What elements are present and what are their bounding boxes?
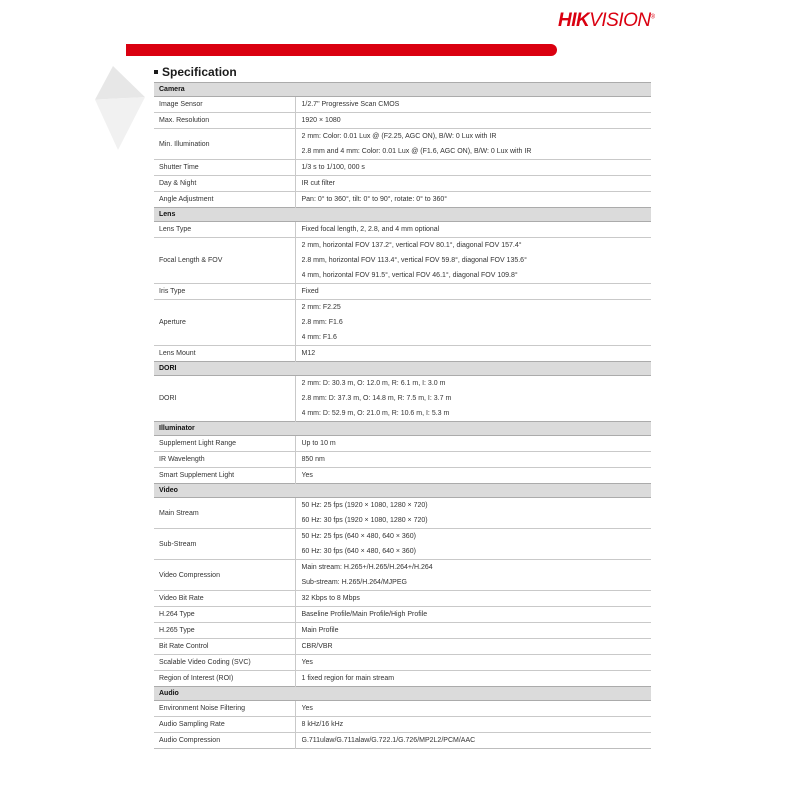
spec-table-body <box>154 83 651 749</box>
spec-value-line: Baseline Profile/Main Profile/High Profile <box>301 611 428 618</box>
spec-value <box>295 671 651 687</box>
spec-label: Region of Interest (ROI) <box>154 671 295 687</box>
spec-value-line: 2.8 mm: D: 37.3 m, O: 14.8 m, R: 7.5 m, I: 3.7 m <box>301 395 452 402</box>
spec-value-line: G.711ulaw/G.711alaw/G.722.1/G.726/MP2L2/PCM/AAC <box>301 737 476 744</box>
spec-table <box>154 82 651 749</box>
spec-row <box>154 222 651 238</box>
spec-row <box>154 452 651 468</box>
red-banner-bar <box>126 44 557 56</box>
spec-row <box>154 655 651 671</box>
spec-value-line: Yes <box>301 659 313 666</box>
spec-value <box>295 639 651 655</box>
spec-label: Sub-Stream <box>154 529 295 560</box>
spec-value-line: CBR/VBR <box>301 643 333 650</box>
spec-value-line: 32 Kbps to 8 Mbps <box>301 595 360 602</box>
spec-value <box>295 436 651 452</box>
spec-value-line: 1/2.7" Progressive Scan CMOS <box>301 101 400 108</box>
spec-value-line: Fixed focal length, 2, 2.8, and 4 mm optional <box>301 226 440 233</box>
spec-row <box>154 176 651 192</box>
spec-value <box>295 222 651 238</box>
spec-value <box>295 129 651 160</box>
spec-value-line: 1920 × 1080 <box>301 117 341 124</box>
spec-row <box>154 498 651 529</box>
spec-row <box>154 113 651 129</box>
spec-row <box>154 129 651 160</box>
spec-value <box>295 717 651 733</box>
spec-label: Scalable Video Coding (SVC) <box>154 655 295 671</box>
logo-hik-text: HIK <box>558 10 590 31</box>
spec-label: Lens Mount <box>154 346 295 362</box>
spec-label: Shutter Time <box>154 160 295 176</box>
spec-value-line: 4 mm, horizontal FOV 91.5°, vertical FOV 46.1°, diagonal FOV 109.8° <box>301 272 518 279</box>
spec-value <box>295 498 651 529</box>
spec-value-line: M12 <box>301 350 316 357</box>
spec-label: Environment Noise Filtering <box>154 701 295 717</box>
spec-label: Video Bit Rate <box>154 591 295 607</box>
spec-label: Image Sensor <box>154 97 295 113</box>
spec-row <box>154 591 651 607</box>
spec-label: Day & Night <box>154 176 295 192</box>
spec-value-line: IR cut filter <box>301 180 335 187</box>
spec-value-line: 2 mm: Color: 0.01 Lux @ (F2.25, AGC ON), B/W: 0 Lux with IR <box>301 133 497 140</box>
section-header-row <box>154 208 651 222</box>
spec-value <box>295 655 651 671</box>
section-header-row <box>154 484 651 498</box>
section-header-label: Lens <box>154 208 651 222</box>
spec-label: Main Stream <box>154 498 295 529</box>
spec-label: Focal Length & FOV <box>154 238 295 284</box>
spec-row <box>154 300 651 346</box>
spec-value <box>295 452 651 468</box>
spec-label: Supplement Light Range <box>154 436 295 452</box>
spec-value <box>295 591 651 607</box>
spec-row <box>154 717 651 733</box>
spec-row <box>154 607 651 623</box>
spec-label: Audio Compression <box>154 733 295 749</box>
spec-value <box>295 468 651 484</box>
spec-value <box>295 346 651 362</box>
section-header-row <box>154 687 651 701</box>
spec-value-line: Yes <box>301 705 313 712</box>
spec-label: Min. Illumination <box>154 129 295 160</box>
spec-label: IR Wavelength <box>154 452 295 468</box>
spec-label: H.265 Type <box>154 623 295 639</box>
spec-row <box>154 623 651 639</box>
square-bullet-icon <box>154 70 158 74</box>
spec-label: H.264 Type <box>154 607 295 623</box>
registered-trademark-icon: ® <box>650 14 656 21</box>
spec-value <box>295 529 651 560</box>
spec-value-line: 4 mm: F1.6 <box>301 334 337 341</box>
spec-value <box>295 607 651 623</box>
section-header-label: DORI <box>154 362 651 376</box>
spec-value-line: 8 kHz/16 kHz <box>301 721 344 728</box>
page-title <box>154 65 237 79</box>
spec-value <box>295 160 651 176</box>
spec-value-line: 2 mm: F2.25 <box>301 304 341 311</box>
spec-value-line: 2.8 mm and 4 mm: Color: 0.01 Lux @ (F1.6, AGC ON), B/W: 0 Lux with IR <box>301 148 532 155</box>
spec-label: Bit Rate Control <box>154 639 295 655</box>
spec-value-line: 60 Hz: 30 fps (640 × 480, 640 × 360) <box>301 548 416 555</box>
spec-row <box>154 97 651 113</box>
section-header-row <box>154 422 651 436</box>
spec-value-line: 2 mm, horizontal FOV 137.2°, vertical FOV 80.1°, diagonal FOV 157.4° <box>301 242 522 249</box>
spec-row <box>154 160 651 176</box>
section-header-label: Illuminator <box>154 422 651 436</box>
spec-value <box>295 192 651 208</box>
spec-value-line: 850 nm <box>301 456 325 463</box>
spec-label: Audio Sampling Rate <box>154 717 295 733</box>
spec-value-line: Fixed <box>301 288 319 295</box>
spec-row <box>154 192 651 208</box>
spec-row <box>154 468 651 484</box>
spec-value-line: 2 mm: D: 30.3 m, O: 12.0 m, R: 6.1 m, I: 3.0 m <box>301 380 446 387</box>
spec-row <box>154 733 651 749</box>
spec-value-line: 2.8 mm: F1.6 <box>301 319 343 326</box>
spec-row <box>154 346 651 362</box>
spec-row <box>154 284 651 300</box>
section-header-label: Camera <box>154 83 651 97</box>
spec-value <box>295 97 651 113</box>
spec-value-line: 2.8 mm, horizontal FOV 113.4°, vertical FOV 59.8°, diagonal FOV 135.6° <box>301 257 527 264</box>
spec-value-line: Main stream: H.265+/H.265/H.264+/H.264 <box>301 564 433 571</box>
spec-value-line: 60 Hz: 30 fps (1920 × 1080, 1280 × 720) <box>301 517 428 524</box>
spec-value-line: Yes <box>301 472 313 479</box>
spec-value <box>295 623 651 639</box>
spec-value-line: Sub-stream: H.265/H.264/MJPEG <box>301 579 407 586</box>
section-header-label: Audio <box>154 687 651 701</box>
spec-value <box>295 238 651 284</box>
spec-label: DORI <box>154 376 295 422</box>
spec-value-line: Up to 10 m <box>301 440 336 447</box>
logo-vision-text: VISION <box>589 10 651 31</box>
spec-row <box>154 560 651 591</box>
spec-label: Aperture <box>154 300 295 346</box>
section-header-label: Video <box>154 484 651 498</box>
section-header-row <box>154 362 651 376</box>
spec-value <box>295 176 651 192</box>
spec-label: Iris Type <box>154 284 295 300</box>
spec-label: Lens Type <box>154 222 295 238</box>
spec-value-line: 50 Hz: 25 fps (640 × 480, 640 × 360) <box>301 533 416 540</box>
spec-value-line: 1 fixed region for main stream <box>301 675 395 682</box>
spec-value-line: 4 mm: D: 52.9 m, O: 21.0 m, R: 10.6 m, I: 5.3 m <box>301 410 450 417</box>
hikvision-logo <box>558 10 698 32</box>
spec-label: Smart Supplement Light <box>154 468 295 484</box>
spec-value-line: Main Profile <box>301 627 339 634</box>
spec-value <box>295 113 651 129</box>
spec-row <box>154 436 651 452</box>
spec-row <box>154 701 651 717</box>
spec-value <box>295 701 651 717</box>
spec-value-line: 50 Hz: 25 fps (1920 × 1080, 1280 × 720) <box>301 502 428 509</box>
spec-value <box>295 733 651 749</box>
watermark-chevron-icon <box>95 66 145 150</box>
spec-value-line: 1/3 s to 1/100, 000 s <box>301 164 365 171</box>
spec-label: Max. Resolution <box>154 113 295 129</box>
spec-label: Angle Adjustment <box>154 192 295 208</box>
spec-row <box>154 238 651 284</box>
section-header-row <box>154 83 651 97</box>
spec-row <box>154 529 651 560</box>
spec-value <box>295 284 651 300</box>
spec-value <box>295 560 651 591</box>
spec-label: Video Compression <box>154 560 295 591</box>
spec-value <box>295 300 651 346</box>
spec-value <box>295 376 651 422</box>
page-title-text: Specification <box>162 65 237 79</box>
spec-row <box>154 671 651 687</box>
spec-row <box>154 376 651 422</box>
spec-row <box>154 639 651 655</box>
spec-value-line: Pan: 0° to 360°, tilt: 0° to 90°, rotate: 0° to 360° <box>301 196 448 203</box>
